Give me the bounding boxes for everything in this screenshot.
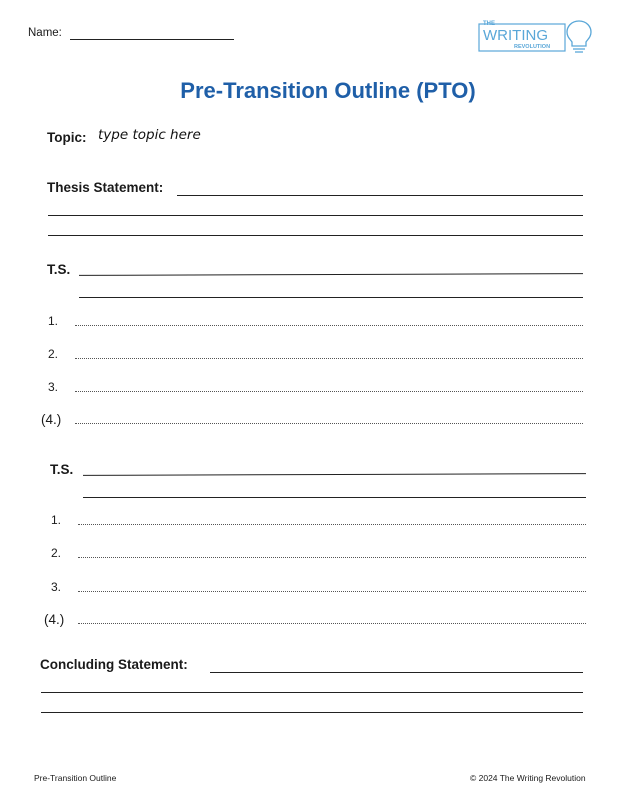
topic-input[interactable]: type topic here <box>98 127 201 143</box>
topic-sentence-label: T.S. <box>50 462 74 477</box>
topic-sentence-line[interactable] <box>79 297 583 298</box>
concluding-line[interactable] <box>41 712 583 713</box>
thesis-label: Thesis Statement: <box>47 180 164 195</box>
concluding-line[interactable] <box>210 672 583 673</box>
logo-text-the: THE <box>483 21 495 27</box>
detail-line[interactable] <box>75 358 583 359</box>
detail-line[interactable] <box>75 423 583 424</box>
detail-number: (4.) <box>44 612 65 627</box>
writing-revolution-logo <box>478 18 594 54</box>
logo-text-revolution: REVOLUTION <box>514 44 551 50</box>
thesis-line[interactable] <box>48 235 583 236</box>
lightbulb-icon <box>567 21 591 52</box>
detail-number: 1. <box>51 513 62 527</box>
detail-line[interactable] <box>75 325 583 326</box>
thesis-line[interactable] <box>48 215 583 216</box>
detail-number: 1. <box>48 314 59 328</box>
detail-number: 3. <box>48 380 59 394</box>
topic-sentence-label: T.S. <box>47 262 71 277</box>
detail-number: 2. <box>48 347 59 361</box>
topic-sentence-line[interactable] <box>83 473 586 476</box>
detail-number: 2. <box>51 546 62 560</box>
detail-line[interactable] <box>75 391 583 392</box>
detail-line[interactable] <box>78 557 586 558</box>
footer-copyright: © 2024 The Writing Revolution <box>470 773 586 783</box>
topic-sentence-line[interactable] <box>83 497 586 498</box>
concluding-line[interactable] <box>41 692 583 693</box>
detail-line[interactable] <box>78 524 586 525</box>
detail-line[interactable] <box>78 591 586 592</box>
logo-text-writing: WRITING <box>483 27 548 44</box>
topic-sentence-line[interactable] <box>79 273 583 276</box>
name-field-line[interactable] <box>70 39 234 40</box>
page-title: Pre-Transition Outline (PTO) <box>180 78 476 103</box>
detail-number: (4.) <box>41 412 62 427</box>
name-label: Name: <box>28 27 62 39</box>
thesis-line[interactable] <box>177 195 583 196</box>
detail-line[interactable] <box>78 623 586 624</box>
detail-number: 3. <box>51 580 62 594</box>
topic-label: Topic: <box>47 130 87 145</box>
footer-title: Pre-Transition Outline <box>34 773 117 783</box>
concluding-label: Concluding Statement: <box>40 657 188 672</box>
